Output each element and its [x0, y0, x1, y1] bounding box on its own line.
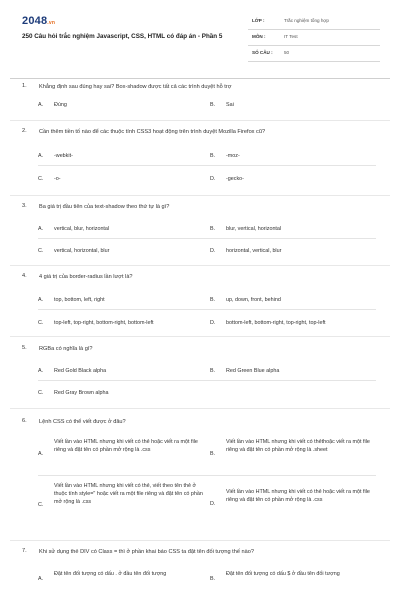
answer-text: bottom-left, bottom-right, top-right, top-left: [226, 320, 326, 326]
answer-text: Viết lần vào HTML nhưng khi viết có thẻthoặc viết ra một file riêng và đặt tên có phần mở rộng là .sheet: [226, 439, 370, 453]
answer-letter: C.: [38, 320, 44, 326]
document-header: [0, 0, 400, 72]
question-number: 6.: [22, 418, 27, 424]
answer-letter: D.: [210, 320, 216, 326]
answer-text: blur, vertical, horizontal: [226, 226, 282, 232]
answer-text: Đặt tên đối tượng có dấu $ ở đầu tên đối tượng: [226, 571, 340, 577]
question-number: 7.: [22, 548, 27, 554]
answer-letter: A.: [38, 451, 44, 457]
answer-row-divider: [38, 380, 376, 381]
question-text: RGBa có nghĩa là gì?: [39, 346, 93, 352]
answer-text: top, bottom, left, right: [54, 297, 105, 303]
answer-text: horizontal, vertical, blur: [226, 248, 282, 254]
answer-row-divider: [38, 475, 376, 476]
answer-text: Đúng: [54, 102, 67, 108]
answer-text: Viết lần vào HTML nhưng khi viết có thẻ hoặc viết ra một file riêng và đặt tên có phần mở rộng là .css: [54, 439, 198, 453]
answer-letter: B.: [210, 297, 216, 303]
answer-text: Đặt tên đối tượng có dấu . ở đầu tên đối tượng: [54, 571, 167, 577]
answer-text: up, down, front, behind: [226, 297, 281, 303]
answer-text: Red Green Blue alpha: [226, 368, 280, 374]
answer-text: Viết lần vào HTML nhưng khi viết có thẻ, viết theo tên thẻ ở thuộc tính style=" hoặc viết ra một file riêng và đặt tên có phần mở rộng là .css: [54, 483, 203, 505]
answer-letter: B.: [210, 102, 216, 108]
answer-row-divider: [38, 238, 376, 239]
answer-letter: A.: [38, 226, 44, 232]
answer-letter: A.: [38, 576, 44, 582]
answer-letter: B.: [210, 576, 216, 582]
answer-letter: C.: [38, 390, 44, 396]
question-separator: [10, 195, 390, 196]
question-separator: [10, 408, 390, 409]
answer-letter: A.: [38, 102, 44, 108]
question-number: 5.: [22, 345, 27, 351]
answer-text: -moz-: [226, 153, 240, 159]
answer-letter: B.: [210, 153, 216, 159]
answer-text: top-left, top-right, bottom-right, bottom-left: [54, 320, 154, 326]
answer-letter: B.: [210, 451, 216, 457]
question-text: Ba giá trị đầu tiên của text-shadow theo thứ tự là gì?: [39, 204, 170, 210]
answer-text: Sai: [226, 102, 234, 108]
answer-text: vertical, blur, horizontal: [54, 226, 110, 232]
question-number: 1.: [22, 83, 27, 89]
meta-row-class: [248, 14, 380, 30]
answer-letter: A.: [38, 368, 44, 374]
question-text: 4 giá trị của border-radius lần lượt là?: [39, 274, 133, 280]
answer-text: vertical, horizontal, blur: [54, 248, 110, 254]
site-logo[interactable]: [22, 15, 55, 27]
meta-label: SỐ CÂU :: [252, 50, 273, 55]
answer-letter: D.: [210, 248, 216, 254]
answer-row-divider: [38, 309, 376, 310]
answer-letter: B.: [210, 226, 216, 232]
logo-domain: .vn: [47, 20, 56, 26]
answer-letter: D.: [210, 501, 216, 507]
answer-letter: A.: [38, 153, 44, 159]
question-text: Lệnh CSS có thể viết được ở đâu?: [39, 419, 126, 425]
question-text: Khi sử dụng thẻ DIV có Class = thì ở phần khai báo CSS ta đặt tên đối tượng thế nào?: [39, 549, 254, 555]
meta-row-subject: [248, 30, 380, 46]
logo-text: 2048: [22, 15, 48, 27]
question-separator: [10, 120, 390, 121]
answer-text: -webkit-: [54, 153, 73, 159]
question-text: Khẳng định sau đúng hay sai? Box-shadow được tất cả các trình duyệt hỗ trợ: [39, 84, 232, 90]
answer-text: Red Gold Black alpha: [54, 368, 107, 374]
answer-letter: B.: [210, 368, 216, 374]
answer-letter: A.: [38, 297, 44, 303]
answer-text: -o-: [54, 176, 61, 182]
question-number: 3.: [22, 203, 27, 209]
meta-value: IT Test: [284, 34, 298, 39]
question-number: 2.: [22, 128, 27, 134]
question-separator: [10, 265, 390, 266]
question-number: 4.: [22, 273, 27, 279]
answer-text: Viết lần vào HTML nhưng khi viết có thẻ hoặc viết ra một file riêng và đặt tên có phần mở rộng là .css: [226, 489, 370, 503]
meta-value: 50: [284, 50, 290, 55]
meta-label: MÔN :: [252, 34, 266, 39]
header-divider: [10, 78, 390, 79]
answer-letter: D.: [210, 176, 216, 182]
meta-value: Trắc nghiệm tổng hợp: [284, 18, 329, 23]
answer-row-divider: [38, 165, 376, 166]
document-meta: [248, 14, 380, 62]
answer-letter: C.: [38, 248, 44, 254]
answer-letter: C.: [38, 176, 44, 182]
question-separator: [10, 540, 390, 541]
answer-text: -gecko-: [226, 176, 244, 182]
question-separator: [10, 336, 390, 337]
meta-label: LỚP :: [252, 18, 265, 23]
answer-letter: C.: [38, 502, 44, 508]
question-text: Cần thêm tiền tố nào để các thuộc tính CSS3 hoạt động trên trình duyệt Mozilla Firefox cũ?: [39, 129, 266, 135]
answer-text: Red Gray Brown alpha: [54, 390, 109, 396]
document-title: 250 Câu hỏi trắc nghiệm Javascript, CSS, HTML có đáp án - Phần 5: [22, 33, 223, 40]
meta-row-count: [248, 46, 380, 62]
